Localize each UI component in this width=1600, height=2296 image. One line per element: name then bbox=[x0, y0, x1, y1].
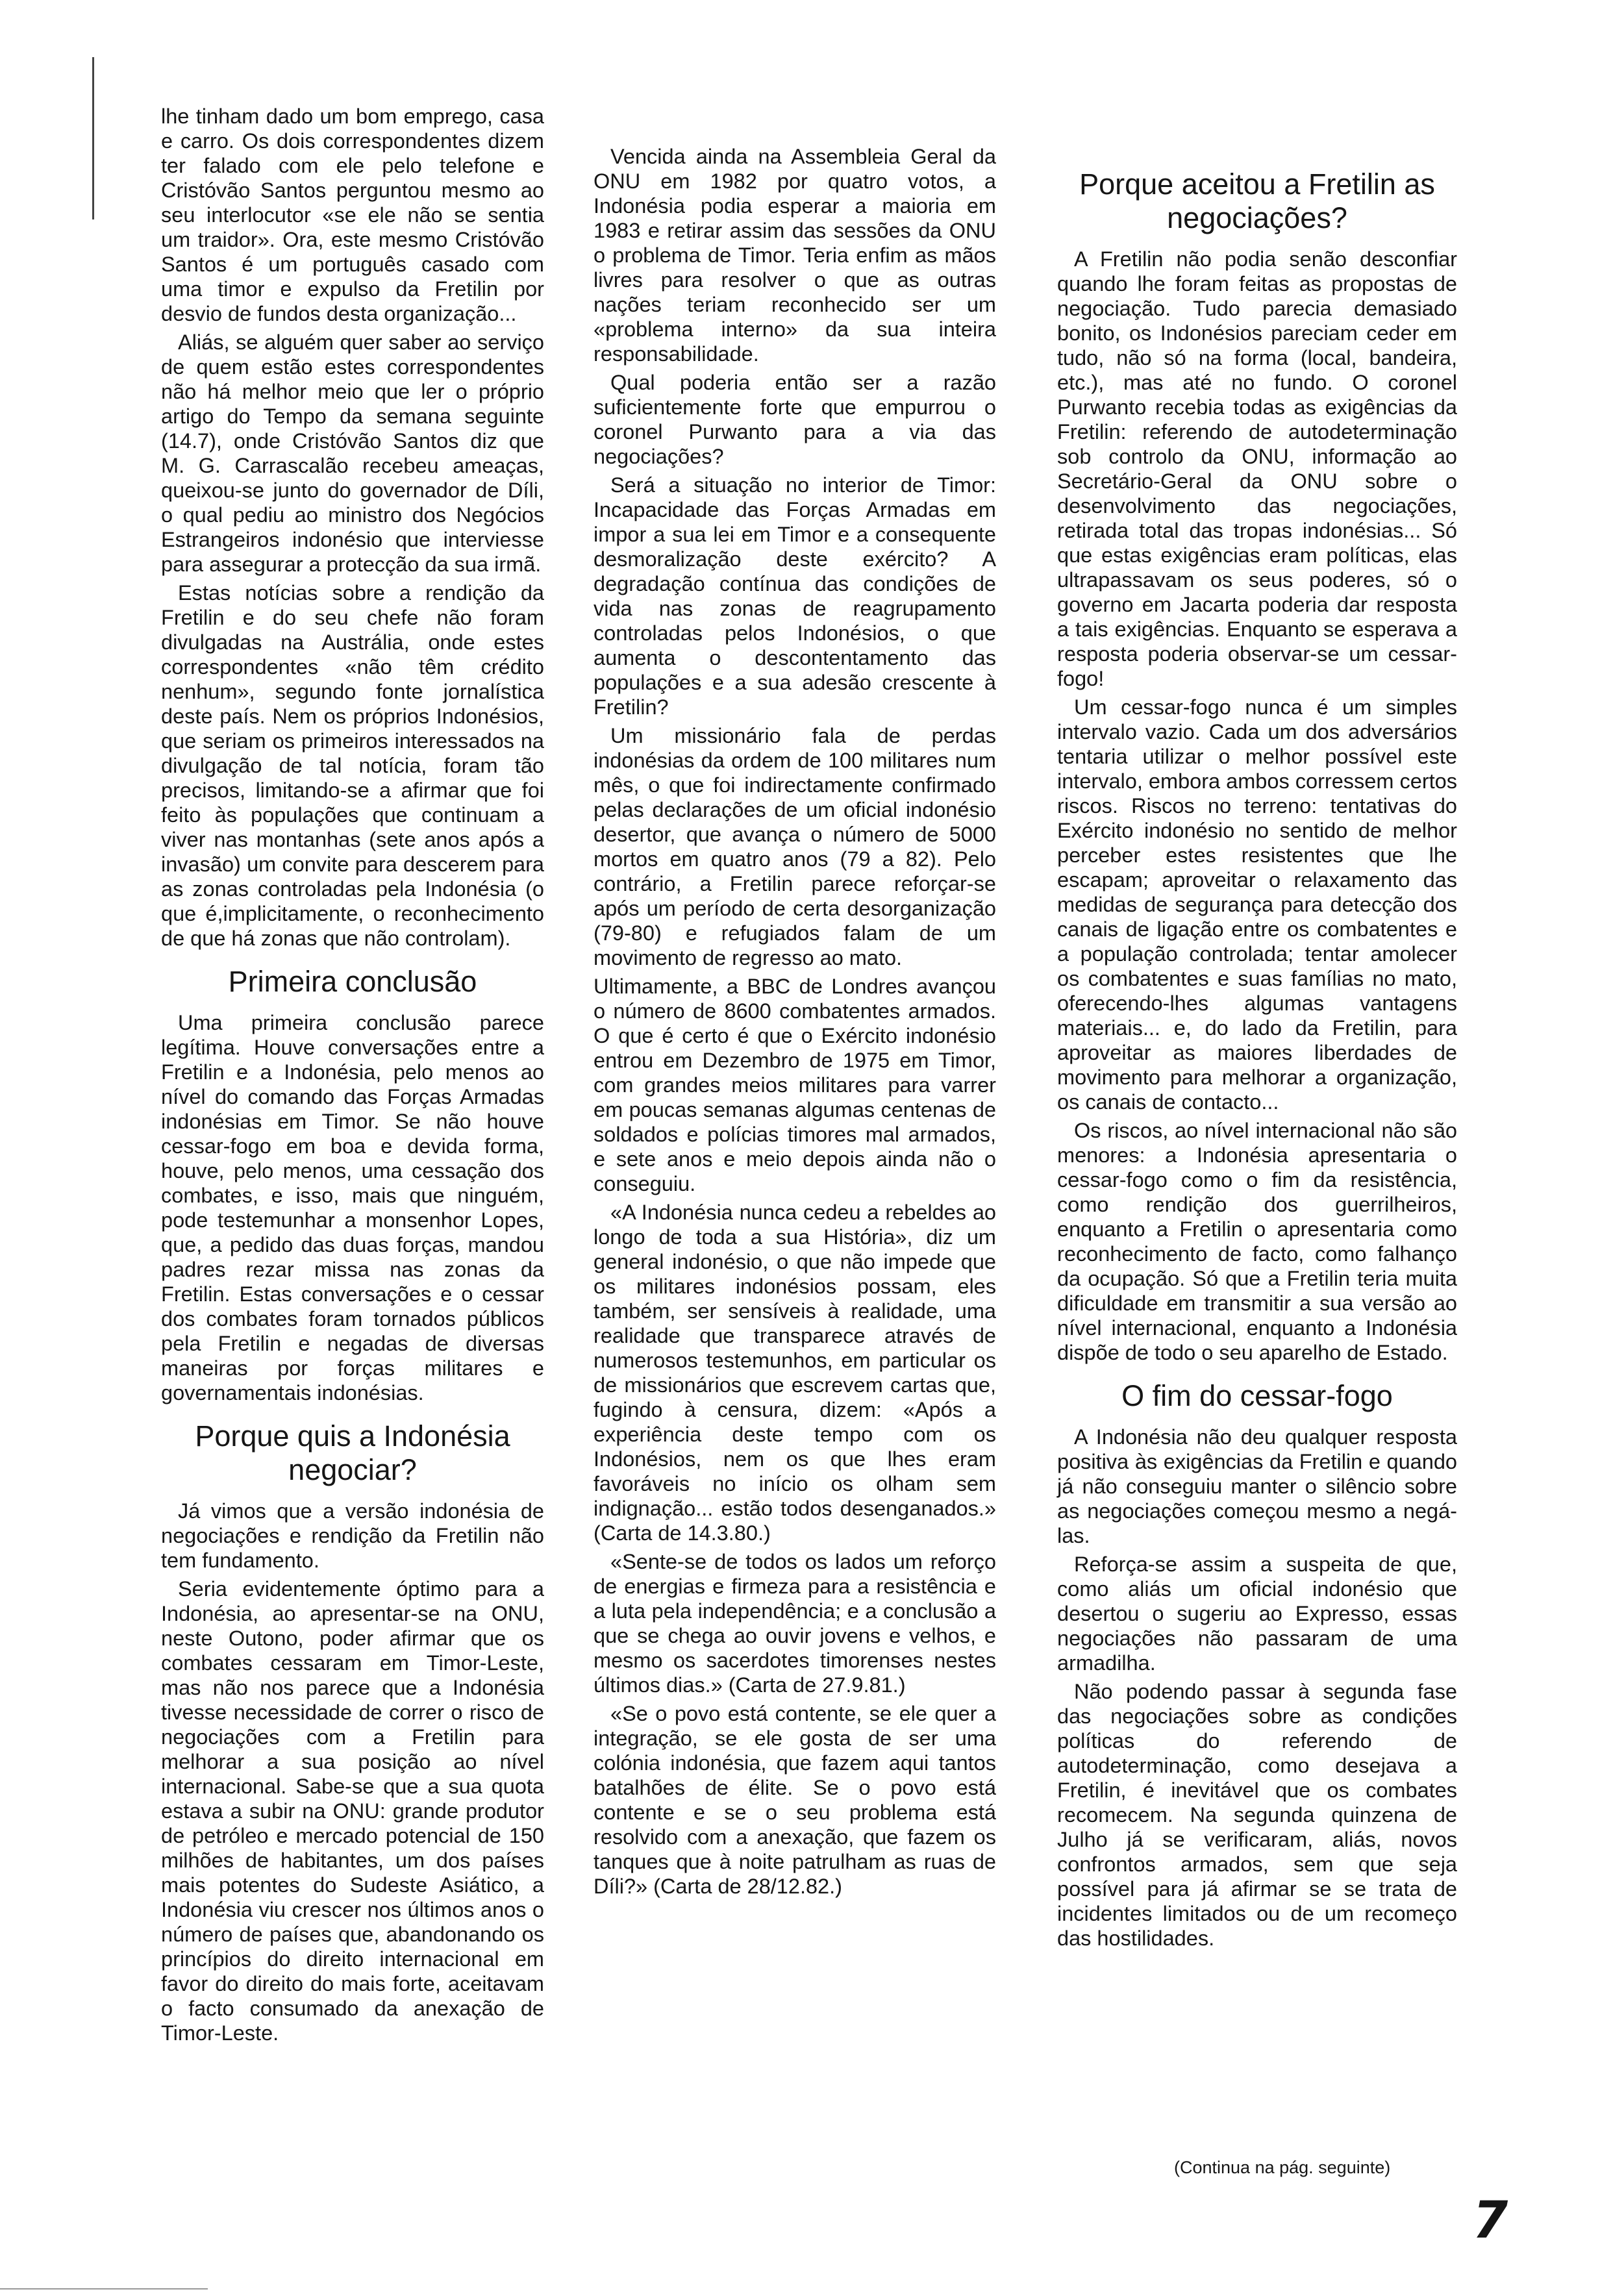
section-heading: Primeira conclusão bbox=[228, 965, 477, 998]
paragraph: Ultimamente, a BBC de Londres avançou o número de 8600 combatentes armados. O que é certo é que o Exército indonésio entrou em Dezembro de 1975 em Timor, com grandes meios militares para varrer em poucas semanas algumas centenas de soldados e polícias timores mal armados, e sete anos e meio depois ainda não o conseguiu. bbox=[594, 975, 996, 1195]
section-heading: Porque aceitou a Fretilin as negociações? bbox=[1079, 168, 1435, 234]
paragraph: «A Indonésia nunca cedeu a rebeldes ao longo de toda a sua História», diz um general indonésio, o que não impede que os militares indonésios possam, eles também, ser sensíveis à realidade, uma realidade que transparece através de numerosos testemunhos, em particular os de missionários que escrevem cartas que, fugindo à censura, dizem: «Após a experiência deste tempo com os Indonésios, nem os que lhes eram favoráveis no início os olham sem indignação... estão todos desenganados.» (Carta de 14.3.80.) bbox=[594, 1201, 996, 1545]
section-heading: Porque quis a Indonésia negociar? bbox=[195, 1419, 510, 1486]
column-3 bbox=[1057, 168, 1457, 1954]
paragraph: Vencida ainda na Assembleia Geral da ONU em 1982 por quatro votos, a Indonésia podia esperar a maioria em 1983 e retirar assim das sessões da ONU o problema de Timor. Teria enfim as mãos livres para resolver o que as outras nações teriam reconhecido ser um «problema interno» da sua inteira responsabilidade. bbox=[594, 145, 996, 366]
paragraph: «Sente-se de todos os lados um reforço de energias e firmeza para a resistência e a luta pela independência; e a conclusão a que se chega ao ouvir jovens e velhos, e mesmo os sacerdotes timorenses nestes últimos dias.» (Carta de 27.9.81.) bbox=[594, 1550, 996, 1697]
column-2 bbox=[594, 144, 996, 1903]
section-heading: O fim do cessar-fogo bbox=[1121, 1379, 1393, 1412]
paragraph: Será a situação no interior de Timor: Incapacidade das Forças Armadas em impor a sua lei em Timor e a consequente desmoralização deste exército? A degradação contínua das condições de vida nas zonas de reagrupamento controladas pelos Indonésios, o que aumenta o descontentamento das populações e a sua adesão crescente à Fretilin? bbox=[594, 473, 996, 719]
bottom-rule bbox=[0, 2288, 208, 2290]
paragraph: Reforça-se assim a suspeita de que, como aliás um oficial indonésio que desertou o sugeriu ao Expresso, essas negociações não passaram de uma armadilha. bbox=[1057, 1553, 1457, 1675]
page-number: 7 bbox=[1473, 2191, 1508, 2250]
paragraph: Os riscos, ao nível internacional não são menores: a Indonésia apresentaria o cessar-fogo como o fim da resistência, como rendição dos guerrilheiros, enquanto a Fretilin o apresentaria como reconhecimento de facto, como falhanço da ocupação. Só que a Fretilin teria muita dificuldade em transmitir a sua versão ao nível internacional, enquanto a Indonésia dispõe de todo o seu aparelho de Estado. bbox=[1057, 1119, 1457, 1364]
margin-rule bbox=[92, 57, 94, 219]
paragraph: A Fretilin não podia senão desconfiar quando lhe foram feitas as propostas de negociação. Tudo parecia demasiado bonito, os Indonésios pareciam ceder em tudo, não só na forma (local, bandeira, etc.), mas até no fundo. O coronel Purwanto recebia todas as exigências da Fretilin: referendo de autodeterminação sob controlo da ONU, informação ao Secretário-Geral da ONU sobre o desenvolvimento das negociações, retirada total das tropas indonésias... Só que estas exigências eram políticas, elas ultrapassavam os seus poderes, só o governo em Jacarta poderia dar resposta a tais exigências. Enquanto se esperava a resposta poderia observar-se um cessar-fogo! bbox=[1057, 247, 1457, 690]
paragraph: Seria evidentemente óptimo para a Indonésia, ao apresentar-se na ONU, neste Outono, poder afirmar que os combates cessaram em Timor-Leste, mas não nos parece que a Indonésia tivesse necessidade de correr o risco de negociações com a Fretilin para melhorar a sua posição ao nível internacional. Sabe-se que a sua quota estava a subir na ONU: grande produtor de petróleo e mercado potencial de 150 milhões de habitantes, um dos países mais potentes do Sudeste Asiático, a Indonésia viu crescer nos últimos anos o número de países que, abandonando os princípios do direito internacional em favor do direito do mais forte, aceitavam o facto consumado da anexação de Timor-Leste. bbox=[161, 1577, 544, 2045]
paragraph: Estas notícias sobre a rendição da Fretilin e do seu chefe não foram divulgadas na Austrália, onde estes correspondentes «não têm crédito nenhum», segundo fonte jornalística deste país. Nem os próprios Indonésios, que seriam os primeiros interessados na divulgação de tal notícia, foram tão precisos, limitando-se a afirmar que foi feito às populações que continuam a viver nas montanhas (sete anos após a invasão) um convite para descerem para as zonas controladas pela Indonésia (o que é,implicitamente, o reconhecimento de que há zonas que não controlam). bbox=[161, 581, 544, 950]
paragraph: Não podendo passar à segunda fase das negociações sobre as condições políticas do referendo de autodeterminação, como desejava a Fretilin, é inevitável que os combates recomecem. Na segunda quinzena de Julho já se verificaram, aliás, novos confrontos armados, sem que seja possível para já afirmar se se trata de incidentes limitados ou de um recomeço das hostilidades. bbox=[1057, 1680, 1457, 1950]
paragraph: lhe tinham dado um bom emprego, casa e carro. Os dois correspondentes dizem ter falado com ele pelo telefone e Cristóvão Santos perguntou mesmo ao seu interlocutor «se ele não se sentia um traidor». Ora, este mesmo Cristóvão Santos é um português casado com uma timor e expulso da Fretilin por desvio de fundos desta organização... bbox=[161, 105, 544, 325]
paragraph: Já vimos que a versão indonésia de negociações e rendição da Fretilin não tem fundamento. bbox=[161, 1499, 544, 1572]
paragraph: «Se o povo está contente, se ele quer a integração, se ele gosta de ser uma colónia indonésia, que fazem aqui tantos batalhões de élite. Se o povo está contente e se o seu problema está resolvido com a anexação, que fazem os tanques que à noite patrulham as ruas de Díli?» (Carta de 28/12.82.) bbox=[594, 1702, 996, 1898]
paragraph: Qual poderia então ser a razão suficientemente forte que empurrou o coronel Purwanto para a via das negociações? bbox=[594, 371, 996, 468]
paragraph: Aliás, se alguém quer saber ao serviço de quem estão estes correspondentes não há melhor meio que ler o próprio artigo do Tempo da semana seguinte (14.7), onde Cristóvão Santos diz que M. G. Carrascalão recebeu ameaças, queixou-se junto do governador de Díli, o qual pediu ao ministro dos Negócios Estrangeiros indonésio que interviesse para assegurar a protecção da sua irmã. bbox=[161, 331, 544, 576]
paragraph: Um cessar-fogo nunca é um simples intervalo vazio. Cada um dos adversários tentaria utilizar o melhor possível este intervalo, embora ambos corressem certos riscos. Riscos no terreno: tentativas do Exército indonésio no sentido de melhor perceber estes resistentes que lhe escapam; aproveitar o relaxamento das medidas de segurança para detecção dos canais de ligação entre os combatentes e a população controlada; tentar amolecer os combatentes e suas famílias no mato, oferecendo-lhes algumas vantagens materiais... e, do lado da Fretilin, para aproveitar as maiores liberdades de movimento para melhorar a organização, os canais de contacto... bbox=[1057, 695, 1457, 1114]
column-1 bbox=[161, 104, 544, 2049]
continuation-note: (Continua na pág. seguinte) bbox=[1174, 2158, 1391, 2177]
paragraph: Uma primeira conclusão parece legítima. Houve conversações entre a Fretilin e a Indonésia, pelo menos ao nível do comando das Forças Armadas indonésias em Timor. Se não houve cessar-fogo em boa e devida forma, houve, pelo menos, uma cessação dos combates, e isso, mais que ninguém, pode testemunhar a monsenhor Lopes, que, a pedido das duas forças, mandou padres rezar missa nas zonas da Fretilin. Estas conversações e o cessar dos combates foram tornados públicos pela Fretilin e negadas de diversas maneiras por forças militares e governamentais indonésias. bbox=[161, 1011, 544, 1404]
paragraph: Um missionário fala de perdas indonésias da ordem de 100 militares num mês, o que foi indirectamente confirmado pelas declarações de um oficial indonésio desertor, que avança o número de 5000 mortos em quatro anos (79 a 82). Pelo contrário, a Fretilin parece reforçar-se após um período de certa desorganização (79-80) e refugiados falam de um movimento de regresso ao mato. bbox=[594, 724, 996, 969]
paragraph: A Indonésia não deu qualquer resposta positiva às exigências da Fretilin e quando já não conseguiu manter o silêncio sobre as negociações começou mesmo a negá-las. bbox=[1057, 1425, 1457, 1547]
